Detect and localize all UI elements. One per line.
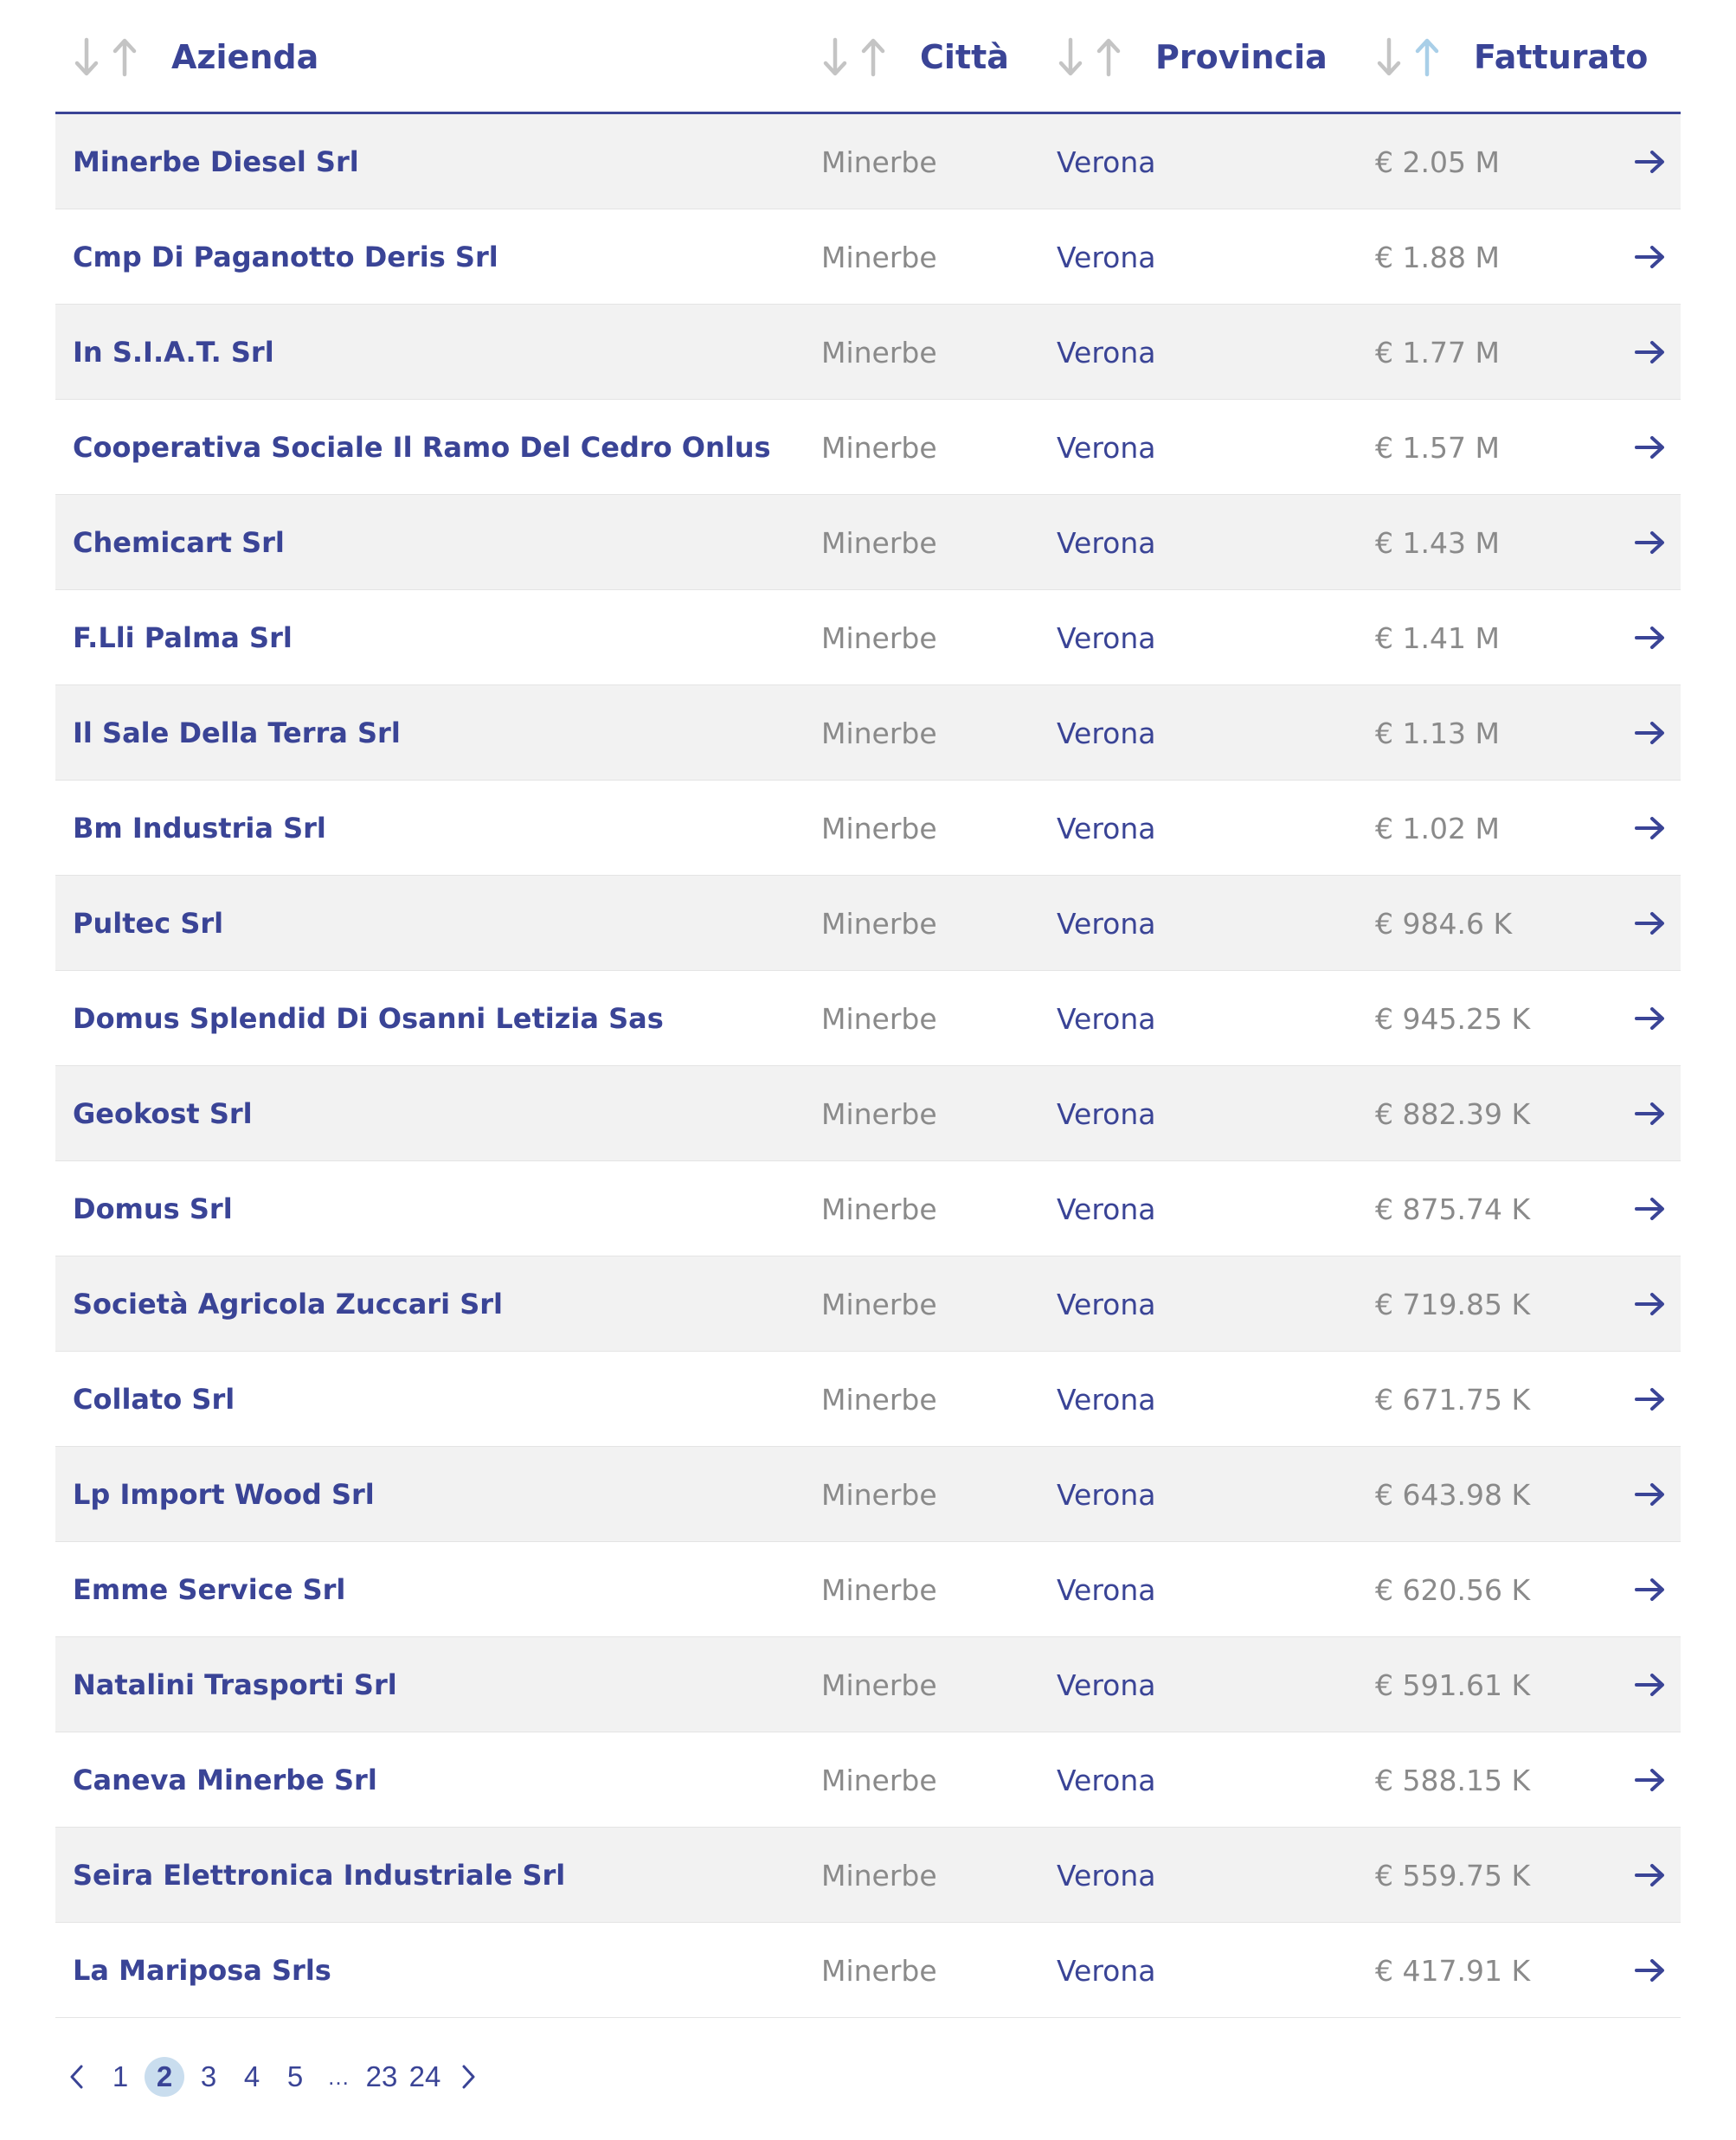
revenue-cell: € 984.6 K — [1375, 906, 1513, 941]
revenue-cell: € 1.02 M — [1375, 811, 1500, 845]
province-cell: Verona — [1057, 1382, 1156, 1417]
province-cell: Verona — [1057, 1001, 1156, 1036]
arrow-right-icon[interactable] — [1634, 1387, 1665, 1411]
city-cell: Minerbe — [821, 1477, 937, 1512]
arrow-right-icon[interactable] — [1634, 1673, 1665, 1697]
revenue-cell: € 620.56 K — [1375, 1572, 1531, 1607]
company-name-link[interactable]: Cooperativa Sociale Il Ramo Del Cedro Onlus — [73, 431, 771, 464]
company-name-link[interactable]: Il Sale Della Terra Srl — [73, 717, 401, 749]
chevron-left-icon — [68, 2063, 87, 2091]
company-name-link[interactable]: Minerbe Diesel Srl — [73, 145, 359, 178]
row-open-button[interactable] — [1632, 781, 1667, 876]
table-row[interactable] — [55, 114, 1681, 209]
arrow-right-icon[interactable] — [1634, 911, 1665, 935]
province-cell: Verona — [1057, 145, 1156, 179]
row-open-button[interactable] — [1632, 209, 1667, 305]
row-open-button[interactable] — [1632, 1923, 1667, 2018]
arrow-right-icon[interactable] — [1634, 435, 1665, 459]
revenue-cell: € 1.13 M — [1375, 716, 1500, 750]
revenue-cell: € 875.74 K — [1375, 1192, 1531, 1226]
arrow-down-icon[interactable] — [1057, 36, 1084, 78]
column-label-fatturato: Fatturato — [1474, 38, 1649, 76]
city-cell: Minerbe — [821, 145, 937, 179]
company-name-link[interactable]: Domus Splendid Di Osanni Letizia Sas — [73, 1002, 664, 1035]
arrow-down-icon[interactable] — [1375, 36, 1403, 78]
table-row[interactable] — [55, 400, 1681, 495]
revenue-cell: € 588.15 K — [1375, 1763, 1531, 1797]
company-name-link[interactable]: F.Lli Palma Srl — [73, 621, 293, 654]
arrow-down-icon[interactable] — [73, 36, 100, 78]
pagination — [55, 2048, 490, 2105]
table-header — [55, 0, 1681, 114]
province-cell: Verona — [1057, 1572, 1156, 1607]
row-open-button[interactable] — [1632, 1732, 1667, 1828]
province-cell: Verona — [1057, 1668, 1156, 1702]
province-cell: Verona — [1057, 620, 1156, 655]
province-cell: Verona — [1057, 335, 1156, 370]
arrow-right-icon[interactable] — [1634, 1102, 1665, 1126]
company-name-link[interactable]: In S.I.A.T. Srl — [73, 336, 274, 369]
table-row[interactable] — [55, 495, 1681, 590]
row-open-button[interactable] — [1632, 1256, 1667, 1352]
pagination-page-5[interactable]: 5 — [286, 2060, 304, 2092]
row-open-button[interactable] — [1632, 400, 1667, 495]
table-row[interactable] — [55, 1828, 1681, 1923]
arrow-right-icon[interactable] — [1634, 530, 1665, 555]
province-cell: Verona — [1057, 1192, 1156, 1226]
company-name-link[interactable]: Lp Import Wood Srl — [73, 1478, 375, 1511]
company-name-link[interactable]: La Mariposa Srls — [73, 1954, 331, 1987]
province-cell: Verona — [1057, 906, 1156, 941]
table-row[interactable] — [55, 1732, 1681, 1828]
pagination-ellipsis: … — [327, 2063, 350, 2090]
table-body — [55, 114, 1681, 2018]
arrow-right-icon[interactable] — [1634, 1482, 1665, 1507]
city-cell: Minerbe — [821, 430, 937, 465]
revenue-cell: € 1.57 M — [1375, 430, 1500, 465]
column-label-azienda: Azienda — [171, 38, 319, 76]
column-label-citta: Città — [920, 38, 1009, 76]
table-row[interactable] — [55, 1161, 1681, 1256]
province-cell: Verona — [1057, 1953, 1156, 1988]
table-row[interactable] — [55, 876, 1681, 971]
company-name-link[interactable]: Chemicart Srl — [73, 526, 285, 559]
column-header-fatturato[interactable] — [1375, 0, 1648, 114]
sort-controls — [1375, 36, 1451, 78]
province-cell: Verona — [1057, 811, 1156, 845]
table-row[interactable] — [55, 209, 1681, 305]
companies-table — [55, 0, 1681, 2018]
table-row[interactable] — [55, 685, 1681, 781]
arrow-up-icon[interactable] — [1095, 36, 1122, 78]
city-cell: Minerbe — [821, 1096, 937, 1131]
row-open-button[interactable] — [1632, 685, 1667, 781]
row-open-button[interactable] — [1632, 1352, 1667, 1447]
column-header-provincia[interactable] — [1057, 0, 1328, 114]
pagination-page-23[interactable]: 23 — [365, 2060, 398, 2092]
province-cell: Verona — [1057, 1763, 1156, 1797]
table-row[interactable] — [55, 1447, 1681, 1542]
row-open-button[interactable] — [1632, 114, 1667, 209]
arrow-up-icon[interactable] — [111, 36, 138, 78]
revenue-cell: € 1.41 M — [1375, 620, 1500, 655]
row-open-button[interactable] — [1632, 876, 1667, 971]
city-cell: Minerbe — [821, 1763, 937, 1797]
table-row[interactable] — [55, 590, 1681, 685]
city-cell: Minerbe — [821, 1192, 937, 1226]
company-name-link[interactable]: Seira Elettronica Industriale Srl — [73, 1859, 566, 1892]
row-open-button[interactable] — [1632, 305, 1667, 400]
arrow-up-icon[interactable] — [1413, 36, 1441, 78]
province-cell: Verona — [1057, 716, 1156, 750]
province-cell: Verona — [1057, 1477, 1156, 1512]
arrow-right-icon[interactable] — [1634, 1292, 1665, 1316]
company-name-link[interactable]: Pultec Srl — [73, 907, 224, 940]
table-row[interactable] — [55, 1066, 1681, 1161]
province-cell: Verona — [1057, 525, 1156, 560]
table-row[interactable] — [55, 1352, 1681, 1447]
arrow-right-icon[interactable] — [1634, 1863, 1665, 1887]
pagination-page-3[interactable]: 3 — [200, 2060, 217, 2092]
row-open-button[interactable] — [1632, 971, 1667, 1066]
revenue-cell: € 559.75 K — [1375, 1858, 1531, 1893]
city-cell: Minerbe — [821, 240, 937, 274]
city-cell: Minerbe — [821, 906, 937, 941]
row-open-button[interactable] — [1632, 590, 1667, 685]
sort-controls — [73, 36, 149, 78]
arrow-right-icon[interactable] — [1634, 721, 1665, 745]
city-cell: Minerbe — [821, 1287, 937, 1321]
province-cell: Verona — [1057, 430, 1156, 465]
city-cell: Minerbe — [821, 1953, 937, 1988]
revenue-cell: € 643.98 K — [1375, 1477, 1531, 1512]
table-row[interactable] — [55, 1256, 1681, 1352]
company-name-link[interactable]: Caneva Minerbe Srl — [73, 1764, 377, 1796]
arrow-right-icon[interactable] — [1634, 1958, 1665, 1983]
arrow-right-icon[interactable] — [1634, 1578, 1665, 1602]
column-label-provincia: Provincia — [1155, 38, 1328, 76]
company-name-link[interactable]: Società Agricola Zuccari Srl — [73, 1288, 503, 1321]
chevron-right-icon — [459, 2063, 478, 2091]
city-cell: Minerbe — [821, 1001, 937, 1036]
province-cell: Verona — [1057, 1287, 1156, 1321]
row-open-button[interactable] — [1632, 1447, 1667, 1542]
arrow-up-icon[interactable] — [859, 36, 887, 78]
city-cell: Minerbe — [821, 1858, 937, 1893]
table-row[interactable] — [55, 1923, 1681, 2018]
province-cell: Verona — [1057, 1096, 1156, 1131]
revenue-cell: € 591.61 K — [1375, 1668, 1531, 1702]
table-row[interactable] — [55, 1637, 1681, 1732]
company-name-link[interactable]: Natalini Trasporti Srl — [73, 1668, 397, 1701]
pagination-prev-button[interactable] — [55, 2048, 99, 2105]
sort-controls — [821, 36, 897, 78]
arrow-down-icon[interactable] — [821, 36, 849, 78]
sort-controls — [1057, 36, 1133, 78]
city-cell: Minerbe — [821, 620, 937, 655]
revenue-cell: € 719.85 K — [1375, 1287, 1531, 1321]
table-row[interactable] — [55, 781, 1681, 876]
arrow-right-icon[interactable] — [1634, 1768, 1665, 1792]
city-cell: Minerbe — [821, 1382, 937, 1417]
city-cell: Minerbe — [821, 1668, 937, 1702]
row-open-button[interactable] — [1632, 1542, 1667, 1637]
company-name-link[interactable]: Bm Industria Srl — [73, 812, 326, 845]
revenue-cell: € 1.77 M — [1375, 335, 1500, 370]
pagination-page-4[interactable]: 4 — [243, 2060, 260, 2092]
pagination-next-button[interactable] — [447, 2048, 490, 2105]
pagination-page-24[interactable]: 24 — [408, 2060, 441, 2092]
pagination-page-2[interactable]: 2 — [145, 2057, 184, 2097]
company-name-link[interactable]: Domus Srl — [73, 1192, 233, 1225]
table-row[interactable] — [55, 971, 1681, 1066]
company-name-link[interactable]: Emme Service Srl — [73, 1573, 346, 1606]
revenue-cell: € 671.75 K — [1375, 1382, 1531, 1417]
arrow-right-icon[interactable] — [1634, 626, 1665, 650]
column-header-citta[interactable] — [821, 0, 1009, 114]
province-cell: Verona — [1057, 1858, 1156, 1893]
revenue-cell: € 945.25 K — [1375, 1001, 1531, 1036]
company-name-link[interactable]: Cmp Di Paganotto Deris Srl — [73, 241, 498, 273]
row-open-button[interactable] — [1632, 1637, 1667, 1732]
table-row[interactable] — [55, 305, 1681, 400]
row-open-button[interactable] — [1632, 1066, 1667, 1161]
arrow-right-icon[interactable] — [1634, 340, 1665, 364]
row-open-button[interactable] — [1632, 1828, 1667, 1923]
arrow-right-icon[interactable] — [1634, 1006, 1665, 1031]
revenue-cell: € 882.39 K — [1375, 1096, 1531, 1131]
arrow-right-icon[interactable] — [1634, 1197, 1665, 1221]
arrow-right-icon[interactable] — [1634, 150, 1665, 174]
row-open-button[interactable] — [1632, 1161, 1667, 1256]
city-cell: Minerbe — [821, 716, 937, 750]
city-cell: Minerbe — [821, 525, 937, 560]
revenue-cell: € 2.05 M — [1375, 145, 1500, 179]
city-cell: Minerbe — [821, 1572, 937, 1607]
company-name-link[interactable]: Collato Srl — [73, 1383, 235, 1416]
row-open-button[interactable] — [1632, 495, 1667, 590]
company-name-link[interactable]: Geokost Srl — [73, 1097, 253, 1130]
city-cell: Minerbe — [821, 811, 937, 845]
column-header-azienda[interactable] — [73, 0, 318, 114]
pagination-page-1[interactable]: 1 — [112, 2060, 129, 2092]
revenue-cell: € 417.91 K — [1375, 1953, 1531, 1988]
table-row[interactable] — [55, 1542, 1681, 1637]
province-cell: Verona — [1057, 240, 1156, 274]
revenue-cell: € 1.88 M — [1375, 240, 1500, 274]
arrow-right-icon[interactable] — [1634, 245, 1665, 269]
revenue-cell: € 1.43 M — [1375, 525, 1500, 560]
arrow-right-icon[interactable] — [1634, 816, 1665, 840]
city-cell: Minerbe — [821, 335, 937, 370]
